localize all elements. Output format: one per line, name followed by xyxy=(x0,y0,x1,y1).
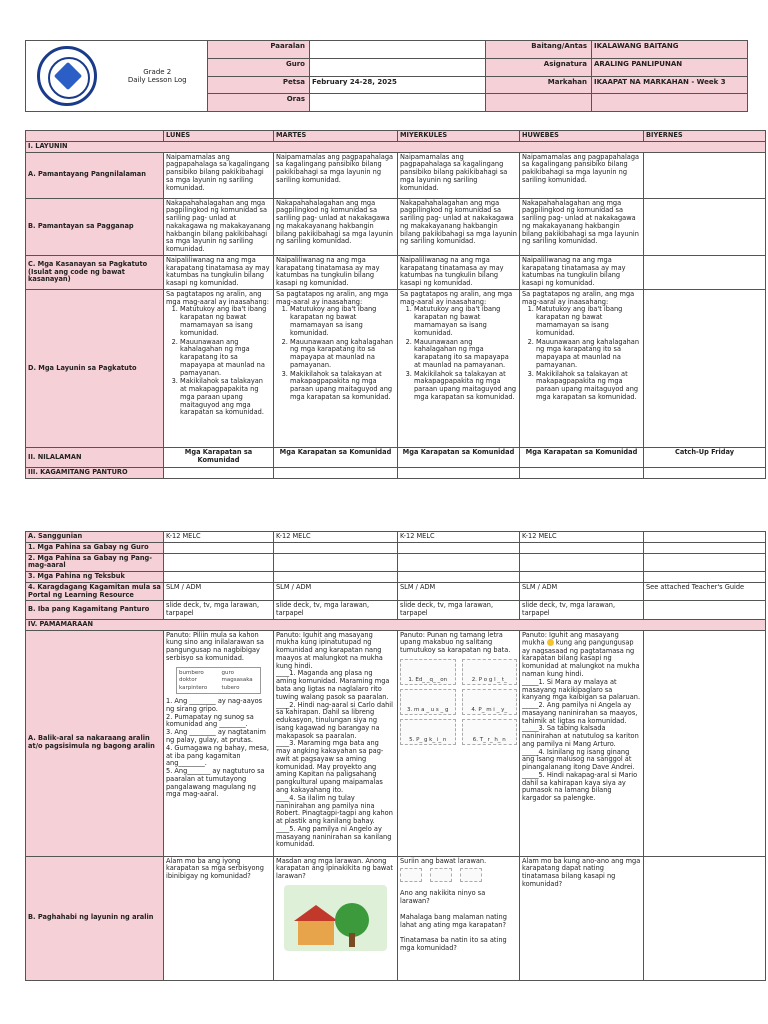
word-choice: guro xyxy=(221,669,234,676)
review-item: ____5. Ang pamilya ni Angelo ay masayang naninirahan sa kanilang komunidad. xyxy=(276,824,392,849)
empty-cell xyxy=(26,131,164,142)
cell-text: slide deck, tv, mga larawan, tarpapel xyxy=(274,601,398,620)
date-label: Petsa xyxy=(208,76,310,94)
content-title: Mga Karapatan sa Komunidad xyxy=(274,447,398,467)
objective-item: 1. Matutukoy ang iba't ibang karapatan ng bawat mamamayan sa isang komunidad. xyxy=(414,306,517,337)
empty-cell xyxy=(644,289,766,447)
objectives-table xyxy=(25,130,766,479)
tuesday-motive-cell xyxy=(274,856,398,980)
cell-text: Alam mo ba ang iyong karapatan sa mga serbisyong ibinibigay ng komunidad? xyxy=(164,856,274,980)
word-choice: magsasaka xyxy=(221,677,253,684)
review-item: ____4. Sa ilalim ng tulay naninirahan ang pamilya nina Robert. Pinagtagpi-tagpi ang kahon at plastik ang kanilang bahay. xyxy=(276,793,393,826)
objectives-intro: Sa pagtatapos ng aralin, ang mga mag-aaral ay inaasahang: xyxy=(522,289,635,306)
objective-item: 3. Makikilahok sa talakayan at makapagpapakita ng mga paraan upang maitaguyod ang mga karapatan sa komunidad. xyxy=(414,371,517,402)
instruction-part: kung ang pangungusap ay nagsasaad ng pagtatamasa ng karapatan bilang kasapi ng komunidad at malungkot na mukha naman kung hindi. xyxy=(522,638,640,678)
cell-text: SLM / ADM xyxy=(398,582,520,601)
picture-clue xyxy=(400,659,456,685)
objectives-intro: Sa pagtatapos ng aralin, ang mga mag-aaral ay inaasahang: xyxy=(400,289,513,306)
empty-cell xyxy=(274,572,398,583)
cell-text: Alam mo ba kung ano-ano ang mga karapatang dapat nating tinatamasa bilang kasapi ng komunidad? xyxy=(520,856,644,980)
row-label-gabay-guro: 1. Mga Pahina sa Gabay ng Guro xyxy=(26,542,164,553)
row-label-nilalaman: II. NILALAMAN xyxy=(26,447,164,467)
empty-cell xyxy=(274,553,398,572)
instruction-part: Panuto: Iguhit ang masayang mukha xyxy=(522,630,619,647)
clue-word: P_ m i _ y_ xyxy=(478,707,508,714)
empty-cell xyxy=(520,467,644,478)
motive-question: Tinatamasa ba natin ito sa ating mga komunidad? xyxy=(400,936,507,953)
child-picture-icon xyxy=(460,868,482,882)
cell-text: Naipaliliwanag na ang mga karapatang tinatamasa ay may katumbas na tungkulin bilang kasapi ng komunidad. xyxy=(164,255,274,289)
tree-trunk-icon xyxy=(349,933,355,947)
thursday-review-cell xyxy=(520,630,644,856)
motive-question: Ano ang nakikita ninyo sa larawan? xyxy=(400,889,486,906)
row-label-pagganap: B. Pamantayan sa Pagganap xyxy=(26,198,164,255)
section-layunin: I. LAYUNIN xyxy=(26,141,766,152)
grade-info xyxy=(108,41,208,112)
cell-text: Naipamamalas ang pagpapahalaga sa kagalingang pansibiko bilang pakikibahagi sa mga layunin ng sariling komunidad. xyxy=(164,152,274,198)
review-item: 5. Ang_______ ay nagtuturo sa paaralan at tumutayong pangalawang magulang ng mga mag-aaral. xyxy=(166,767,265,799)
empty-cell xyxy=(644,553,766,572)
objective-item: 1. Matutukoy ang iba't ibang karapatan ng bawat mamamayan sa isang komunidad. xyxy=(536,306,641,337)
cell-text: Nakapahahalagahan ang mga pagpilingkod ng komunidad sa sariling pag- unlad at nakakagawa ng makakayanang hakbangin bilang pakikibahagi sa mga layunin ng sariling komunidad. xyxy=(520,198,644,255)
cell-text: See attached Teacher's Guide xyxy=(644,582,766,601)
review-item: ____2. Hindi nag-aaral si Carlo dahil sa kahirapan. Dahil sa libreng edukasyon, tinulungan siya ng isang kagawad ng barangay na makapasok sa paaralan. xyxy=(276,700,393,740)
word-choice-box xyxy=(176,667,261,694)
page-one xyxy=(0,40,768,479)
cell-text: K-12 MELC xyxy=(274,532,398,543)
school-value xyxy=(310,41,486,59)
deped-seal-cell xyxy=(26,41,108,112)
subject-value: ARALING PANLIPUNAN xyxy=(592,58,748,76)
word-choice: doktor xyxy=(179,677,197,684)
row-label-sanggunian: A. Sanggunian xyxy=(26,532,164,543)
wednesday-review-cell xyxy=(398,630,520,856)
monday-review-cell xyxy=(164,630,274,856)
clue-word: P o g l _ t_ xyxy=(478,677,507,684)
cell-text: Naipaliliwanag na ang mga karapatang tinatamasa ay may katumbas na tungkulin bilang kasapi ng komunidad. xyxy=(520,255,644,289)
cell-text: SLM / ADM xyxy=(164,582,274,601)
empty-cell xyxy=(644,630,766,856)
cell-text: slide deck, tv, mga larawan, tarpapel xyxy=(164,601,274,620)
picture-grid xyxy=(400,659,517,745)
empty-cell xyxy=(520,553,644,572)
cell-text: Nakapahahalagahan ang mga pagpilingkod ng komunidad sa sariling pag- unlad at nakakagawa ng makakayanang hakbangin bilang pakikibahagi sa mga layunin ng sariling komunidad. xyxy=(398,198,520,255)
review-instructions xyxy=(522,632,641,679)
objectives-cell xyxy=(398,289,520,447)
row-label-teksbuk: 3. Mga Pahina ng Teksbuk xyxy=(26,572,164,583)
empty-cell xyxy=(644,542,766,553)
school-label: Paaralan xyxy=(208,41,310,59)
quarter-label: Markahan xyxy=(486,76,592,94)
teacher-value xyxy=(310,58,486,76)
cell-text: K-12 MELC xyxy=(520,532,644,543)
motive-question: Mahalaga bang malaman nating lahat ang ating mga karapatan? xyxy=(400,912,507,929)
cell-text: SLM / ADM xyxy=(520,582,644,601)
date-value: February 24-28, 2025 xyxy=(310,76,486,94)
objective-item: 3. Makikilahok sa talakayan at makapagpapakita ng mga paraan upang maitaguyod ang mga karapatan sa komunidad. xyxy=(290,371,395,402)
empty-cell xyxy=(398,542,520,553)
row-label-balik-aral: A. Balik-aral sa nakaraang aralin at/o pagsisimula ng bagong aralin xyxy=(26,630,164,856)
objective-item: 2. Mauunawaan ang kahalagahan ng mga karapatang ito sa mapayapa at maunlad na pamayanan. xyxy=(414,339,517,370)
teacher-label: Guro xyxy=(208,58,310,76)
section-kagamitan: III. KAGAMITANG PANTURO xyxy=(26,467,164,478)
review-item: 3. Ang ________ ay nagtatanim ng palay, gulay, at prutas. xyxy=(166,728,266,744)
clue-number: 4. xyxy=(471,707,477,714)
picture-clue xyxy=(400,719,456,745)
clue-number: 3. xyxy=(406,707,413,714)
catchup-friday: Catch-Up Friday xyxy=(644,447,766,467)
cell-text: Naipaliliwanag na ang mga karapatang tinatamasa ay may katumbas na tungkulin bilang kasapi ng komunidad. xyxy=(274,255,398,289)
clue-number: 1. xyxy=(408,677,414,684)
review-item: _____3. Sa tabing kalsada naninirahan at natutulog sa kariton ang pamilya ni Mang Arturo. xyxy=(522,724,639,748)
empty-cell xyxy=(644,532,766,543)
objective-item: 2. Mauunawaan ang kahalagahan ng mga karapatang ito sa mapayapa at maunlad na pamayanan. xyxy=(180,339,271,378)
review-item: _____2. Ang pamilya ni Angela ay masayang naninirahan sa maayos, tahimik at ligtas na komunidad. xyxy=(522,701,638,725)
row-label-gabay-pang: 2. Mga Pahina sa Gabay ng Pang-mag-aaral xyxy=(26,553,164,572)
time-label: Oras xyxy=(208,94,310,112)
tree-icon xyxy=(335,903,369,937)
cell-text: Naipaliliwanag na ang mga karapatang tinatamasa ay may katumbas na tungkulin bilang kasapi ng komunidad. xyxy=(398,255,520,289)
objectives-intro: Sa pagtatapos ng aralin, ang mga mag-aaral ay inaasahang: xyxy=(276,289,389,306)
grade-label: Grade 2 xyxy=(143,67,172,76)
cell-text: K-12 MELC xyxy=(398,532,520,543)
picture-clue xyxy=(462,689,518,715)
motive-instruction: Suriin ang bawat larawan. xyxy=(400,856,487,865)
objective-item: 1. Matutukoy ang iba't ibang karapatan ng bawat mamamayan sa isang komunidad. xyxy=(290,306,395,337)
objectives-intro: Sa pagtatapos ng aralin, ang mga mag-aaral ay inaasahang: xyxy=(166,289,269,306)
clue-number: 2. xyxy=(471,677,477,684)
row-label-iba: B. Iba pang Kagamitang Panturo xyxy=(26,601,164,620)
time-value xyxy=(310,94,486,112)
day-header-tuesday: MARTES xyxy=(274,131,398,142)
review-item: _____5. Hindi nakapag-aral si Mario dahil sa kahirapan kaya siya ay pumasok na lamang bilang kargador sa palengke. xyxy=(522,770,638,803)
picture-clue xyxy=(462,659,518,685)
day-header-friday: BIYERNES xyxy=(644,131,766,142)
cell-text: Nakapahahalagahan ang mga pagpilingkod ng komunidad sa sariling pag- unlad at nakakagawa ng makakayanang hakbangin bilang pakikibahagi sa mga layunin ng sariling komunidad. xyxy=(164,198,274,255)
review-instructions: Panuto: Piliin mula sa kahon kung sino ang inilalarawan sa pangungusap na nagbibigay serbisyo sa komunidad. xyxy=(166,630,264,662)
empty-cell xyxy=(644,198,766,255)
subject-label: Asignatura xyxy=(486,58,592,76)
deped-seal-icon xyxy=(37,46,97,106)
objectives-cell xyxy=(520,289,644,447)
objectives-cell xyxy=(274,289,398,447)
empty-cell xyxy=(592,94,748,112)
smiley-face-icon xyxy=(547,639,554,646)
children-pictures xyxy=(400,868,517,882)
cell-text: Nakapahahalagahan ang mga pagpilingkod ng komunidad sa sariling pag- unlad at nakakagawa ng makakayanang hakbangin bilang pakikibahagi sa mga layunin ng sariling komunidad. xyxy=(274,198,398,255)
cell-text: SLM / ADM xyxy=(274,582,398,601)
objective-item: 3. Makikilahok sa talakayan at makapagpapakita ng mga paraan upang maitaguyod ang mga karapatan sa komunidad. xyxy=(536,371,641,402)
tuesday-review-cell xyxy=(274,630,398,856)
objective-item: 1. Matutukoy ang iba't ibang karapatan ng bawat mamamayan sa isang komunidad. xyxy=(180,306,271,337)
empty-cell xyxy=(164,542,274,553)
cell-text: Naipamamalas ang pagpapahalaga sa kagalingang pansibiko bilang pakikibahagi sa mga layunin ng sariling komunidad. xyxy=(398,152,520,198)
review-item: 4. Gumagawa ng bahay, mesa, at iba pang kagamitan ang________. xyxy=(166,743,269,768)
day-header-wednesday: MIYERKULES xyxy=(398,131,520,142)
review-instructions: Panuto: Iguhit ang masayang mukha kung ipinatutupad ng komunidad ang karapatan nang maayos at malungkot na mukha kung hindi. xyxy=(276,630,383,670)
community-illustration xyxy=(284,885,387,951)
child-picture-icon xyxy=(400,868,422,882)
word-choice: bumbero xyxy=(179,669,204,676)
house-roof-icon xyxy=(294,905,338,921)
empty-cell xyxy=(644,856,766,980)
grade-level-label: Baitang/Antas xyxy=(486,41,592,59)
clue-word: P_ g k_ i_ n xyxy=(416,737,447,744)
row-label-layunin: D. Mga Layunin sa Pagkatuto xyxy=(26,289,164,447)
picture-clue xyxy=(400,689,456,715)
clue-number: 6. xyxy=(472,737,478,744)
empty-cell xyxy=(644,152,766,198)
objective-item: 3. Makikilahok sa talakayan at makapagpapakita ng mga paraan upang maitaguyod ang mga karapatan sa komunidad. xyxy=(180,378,271,417)
content-title: Mga Karapatan sa Komunidad xyxy=(398,447,520,467)
clue-word: Ed_ _q_ _on xyxy=(415,677,448,684)
review-item: ____1. Maganda ang plasa ng aming komunidad. Maraming mga bata ang ligtas na naglalaro rito tuwing walang pasok sa paaralan. xyxy=(276,669,390,701)
grade-level-value: IKALAWANG BAITANG xyxy=(592,41,748,59)
empty-cell xyxy=(486,94,592,112)
empty-cell xyxy=(644,255,766,289)
empty-cell xyxy=(520,542,644,553)
empty-cell xyxy=(644,467,766,478)
picture-clue xyxy=(462,719,518,745)
review-item: 2. Pumapatay ng sunog sa komunidad ang ________. xyxy=(166,712,254,729)
review-item: 1. Ang ________ ay nag-aayos ng sirang gripo. xyxy=(166,697,263,713)
house-icon xyxy=(298,921,334,945)
empty-cell xyxy=(164,572,274,583)
section-pamamaraan: IV. PAMAMARAAN xyxy=(26,619,766,630)
row-label-portal: 4. Karagdagang Kagamitan mula sa Portal ng Learning Resource xyxy=(26,582,164,601)
clue-word: T_ r_ h_ n xyxy=(479,737,506,744)
word-choice: tubero xyxy=(221,684,240,691)
empty-cell xyxy=(164,553,274,572)
cell-text: Naipamamalas ang pagpapahalaga sa kagalingang pansibiko bilang pakikibahagi sa mga layunin ng sariling komunidad. xyxy=(274,152,398,198)
row-label-pamantayang: A. Pamantayang Pangnilalaman xyxy=(26,152,164,198)
child-picture-icon xyxy=(430,868,452,882)
page-two xyxy=(0,531,768,981)
empty-cell xyxy=(644,572,766,583)
wednesday-motive-cell xyxy=(398,856,520,980)
procedure-table xyxy=(25,531,766,981)
motive-question: Masdan ang mga larawan. Anong karapatan ang ipinakikita ng bawat larawan? xyxy=(276,856,393,881)
empty-cell xyxy=(644,601,766,620)
cell-text: slide deck, tv, mga larawan, tarpapel xyxy=(398,601,520,620)
review-instructions: Panuto: Punan ng tamang letra upang makabuo ng salitang tumutukoy sa karapatan ng bata. xyxy=(400,630,511,655)
clue-number: 5. xyxy=(409,737,415,744)
objective-item: 2. Mauunawaan ang kahalagahan ng mga karapatang ito sa mapayapa at maunlad na pamayanan. xyxy=(536,339,641,370)
cell-text: K-12 MELC xyxy=(164,532,274,543)
empty-cell xyxy=(274,542,398,553)
empty-cell xyxy=(398,553,520,572)
row-label-paghahabi: B. Paghahabi ng layunin ng aralin xyxy=(26,856,164,980)
day-header-monday: LUNES xyxy=(164,131,274,142)
empty-cell xyxy=(274,467,398,478)
header-table xyxy=(25,40,748,112)
word-choice: karpintero xyxy=(179,684,208,691)
objective-item: 2. Mauunawaan ang kahalagahan ng mga karapatang ito sa mapayapa at maunlad na pamayanan. xyxy=(290,339,395,370)
content-title: Mga Karapatan sa Komunidad xyxy=(520,447,644,467)
cell-text: Naipamamalas ang pagpapahalaga sa kagalingang pansibiko bilang pakikibahagi sa mga layunin ng sariling komunidad. xyxy=(520,152,644,198)
empty-cell xyxy=(164,467,274,478)
clue-word: m a _ u s _ g xyxy=(413,707,449,714)
review-item: _____4. Isinilang ng isang ginang ang isang malusog na sanggol at pinangalanang itong Dave Andrei. xyxy=(522,747,635,772)
log-type-label: Daily Lesson Log xyxy=(127,76,187,84)
objectives-cell xyxy=(164,289,274,447)
empty-cell xyxy=(398,572,520,583)
quarter-value: IKAAPAT NA MARKAHAN - Week 3 xyxy=(592,76,748,94)
row-label-kasanayan: C. Mga Kasanayan sa Pagkatuto (Isulat ang code ng bawat kasanayan) xyxy=(26,255,164,289)
cell-text: slide deck, tv, mga larawan, tarpapel xyxy=(520,601,644,620)
empty-cell xyxy=(398,467,520,478)
content-title: Mga Karapatan sa Komunidad xyxy=(164,447,274,467)
empty-cell xyxy=(520,572,644,583)
review-item: ____3. Maraming mga bata ang may angking kakayahan sa pag-awit at pagsayaw sa aming komunidad. May proyekto ang aming Kapitan na paligsahang pangkultural upang maipamalas ang kakayahang ito. xyxy=(276,739,384,794)
review-item: _____1. Si Mara ay malaya at masayang nakikipaglaro sa kanyang mga kaibigan sa palaruan. xyxy=(522,677,641,702)
day-header-thursday: HUWEBES xyxy=(520,131,644,142)
